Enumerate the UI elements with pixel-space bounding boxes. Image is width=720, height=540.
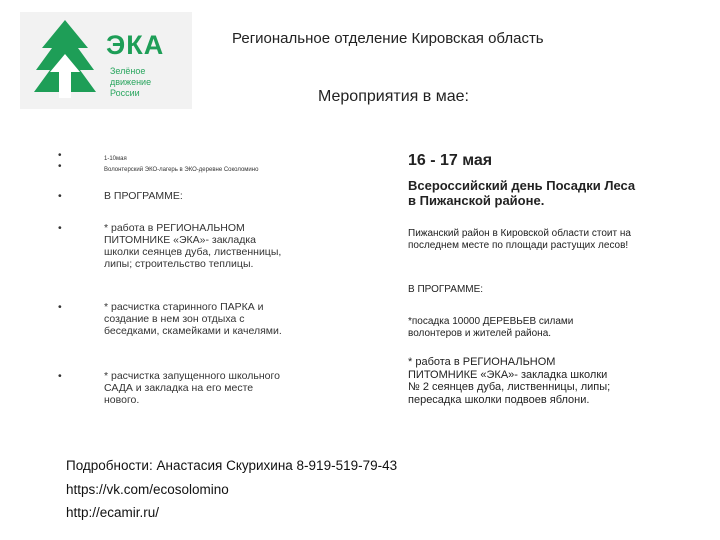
left-date: • 1-10мая bbox=[58, 155, 127, 163]
tree-arrow-icon bbox=[30, 18, 100, 104]
footer-details: Подробности: Анастасия Скурихина 8-919-519-79-43 bbox=[66, 458, 398, 473]
right-event: Всероссийский день Посадки Леса в Пижанской районе. bbox=[408, 178, 636, 208]
left-item-3: • * расчистка запущенного школьного САДА и закладка на его месте нового. bbox=[58, 370, 298, 406]
footer-link-site[interactable]: http://ecamir.ru/ bbox=[66, 505, 160, 520]
logo-title: ЭКА bbox=[106, 30, 165, 60]
page-subtitle: Мероприятия в мае: bbox=[318, 88, 469, 105]
logo bbox=[20, 12, 192, 109]
left-desc: • Волонтерский ЭКО-лагерь в ЭКО-деревне Соколомино bbox=[58, 166, 258, 174]
right-date: 16 - 17 мая bbox=[408, 152, 493, 169]
left-program-label: • В ПРОГРАММЕ: bbox=[58, 190, 298, 202]
right-item-1: *посадка 10000 ДЕРЕВЬЕВ силами волонтеров и жителей района. bbox=[408, 316, 574, 339]
left-item-1: • * работа в РЕГИОНАЛЬНОМ ПИТОМНИКЕ «ЭКА»- закладка школки сеянцев дуба, лиственницы, липы; строительство теплицы. bbox=[58, 222, 298, 270]
right-program-label: В ПРОГРАММЕ: bbox=[408, 284, 484, 295]
footer-link-vk[interactable]: https://vk.com/ecosolomino bbox=[66, 482, 229, 497]
logo-subtitle: Зелёное движение России bbox=[110, 66, 152, 98]
left-item-2: • * расчистка старинного ПАРКА и создание в нем зон отдыха с беседками, скамейками и качелями. bbox=[58, 301, 298, 337]
right-info: Пижанский район в Кировской области стоит на последнем месте по площади растущих лесов! bbox=[408, 228, 631, 251]
page-title: Региональное отделение Кировская область bbox=[232, 30, 544, 47]
right-item-2: * работа в РЕГИОНАЛЬНОМ ПИТОМНИКЕ «ЭКА»- закладка школки № 2 сеянцев дуба, лиственницы, липы; пересадка школки подвоев яблони. bbox=[408, 356, 611, 406]
